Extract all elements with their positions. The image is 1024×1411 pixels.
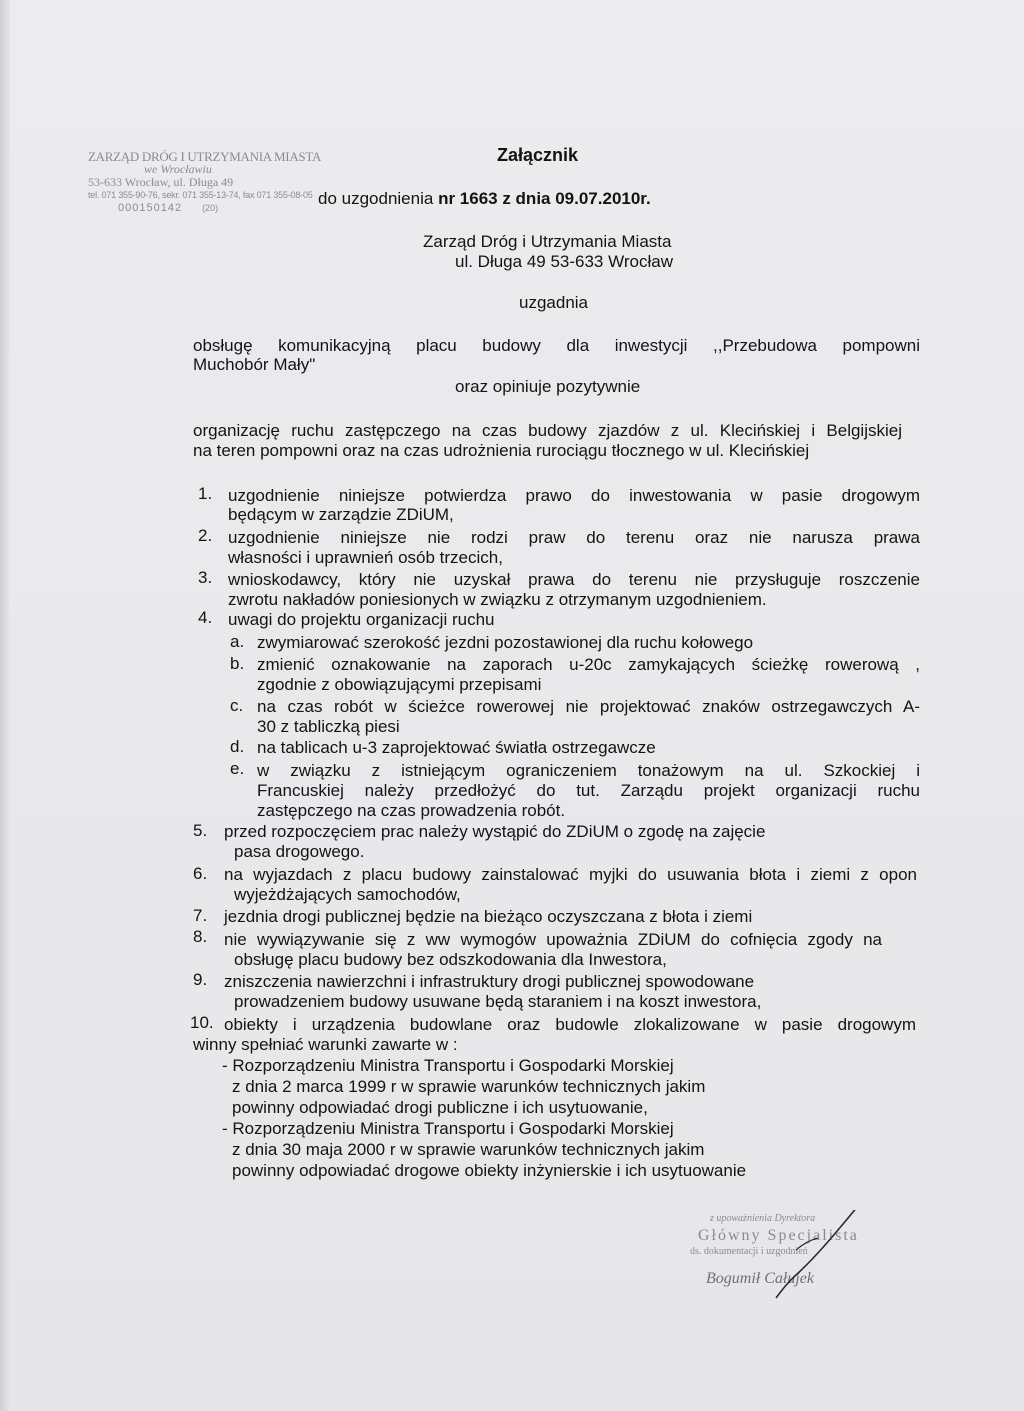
signature-line-4: Bogumił Całujek [706,1270,814,1287]
regulation-line: - Rozporządzeniu Ministra Transportu i Gospodarki Morskiej [222,1119,674,1138]
item-text: będącym w zarządzie ZDiUM, [228,505,454,524]
item-number: 1. [198,484,213,503]
item-text: pasa drogowego. [234,842,365,861]
stamp-line-2: we Wrocławiu [144,162,212,176]
paragraph-1-line-2: Muchobór Mały" [193,355,316,374]
subitem-text: na tablicach u-3 zaprojektować światła ostrzegawcze [257,738,656,757]
authority-name: Zarząd Dróg i Utrzymania Miasta [423,232,672,251]
authority-address: ul. Długa 49 53-633 Wrocław [455,252,673,271]
regulation-line: powinny odpowiadać drogi publiczne i ich usytuowanie, [232,1098,648,1117]
subitem-letter: a. [230,632,245,651]
item-text: uwagi do projektu organizacji ruchu [228,610,495,629]
signature-line-2: Główny Specjalista [698,1227,859,1244]
item-text: na wyjazdach z placu budowy zainstalować myjki do usuwania błota i ziemi z opon [224,865,917,884]
item-number: 2. [198,526,213,545]
signature-scribble-icon [678,1210,878,1300]
stamp-line-1: ZARZĄD DRÓG I UTRZYMANIA MIASTA [88,149,322,164]
subitem-letter: b. [230,654,245,673]
item-text: uzgodnienie niniejsze potwierdza prawo do inwestowania w pasie drogowym [228,486,920,505]
agreement-word: uzgadnia [519,293,589,312]
regulation-line: - Rozporządzeniu Ministra Transportu i Gospodarki Morskiej [222,1056,674,1075]
office-stamp [88,150,338,215]
subitem-text: zgodnie z obowiązującymi przepisami [257,675,542,694]
paragraph-2-line-1: organizację ruchu zastępczego na czas budowy zjazdów z ul. Klecińskiej i Belgijskiej [193,421,902,440]
document-title: Załącznik [497,145,579,165]
item-number: 6. [193,864,208,883]
item-text: obsługę placu budowy bez odszkodowania dla Inwestora, [234,950,667,969]
item-number: 3. [198,568,213,587]
item-text: uzgodnienie niniejsze nie rodzi praw do terenu oraz nie narusza prawa [228,528,920,547]
item-text: nie wywiązywanie się z ww wymogów upoważnia ZDiUM do cofnięcia zgody na [224,930,882,949]
item-text: własności i uprawnień osób trzecich, [228,548,503,567]
item-text: obiekty i urządzenia budowlane oraz budowle zlokalizowane w pasie drogowym [224,1015,916,1034]
item-text: wnioskodawcy, który nie uzyskał prawa do terenu nie przysługuje roszczenie [228,570,920,589]
stamp-line-5: 000150142 (20) [118,202,219,214]
subitem-text: 30 z tabliczką piesi [257,717,400,736]
item-number: 9. [193,970,208,989]
scan-edge [0,0,10,1411]
item-text: zwrotu nakładów poniesionych w związku z otrzymanym uzgodnieniem. [228,590,767,609]
paragraph-2-line-2: na teren pompowni oraz na czas udrożnienia rurociągu tłocznego w ul. Klecińskiej [193,441,810,460]
subitem-letter: e. [230,759,245,778]
subitem-text: w związku z istniejącym ograniczeniem tonażowym na ul. Szkockiej i [257,761,920,780]
regulation-line: z dnia 2 marca 1999 r w sprawie warunków technicznych jakim [232,1077,706,1096]
subitem-text: na czas robót w ścieżce rowerowej nie projektować znaków ostrzegawczych A- [257,697,920,716]
signature-line-3: ds. dokumentacji i uzgodnień [690,1246,808,1257]
item-text: winny spełniać warunki zawarte w : [193,1035,458,1054]
subitem-text: Francuskiej należy przedłożyć do tut. Zarządu projekt organizacji ruchu [257,781,920,800]
item-number: 8. [193,927,208,946]
item-text: prowadzeniem budowy usuwane będą staraniem i na koszt inwestora, [234,992,762,1011]
subitem-letter: d. [230,737,245,756]
item-number: 7. [193,906,208,925]
subitem-text: zwymiarować szerokość jezdni pozostawionej dla ruchu kołowego [257,633,754,652]
subitem-text: zmienić oznakowanie na zaporach u-20c zamykających ścieżkę rowerową , [257,655,920,674]
item-number: 10. [190,1013,214,1032]
paragraph-1-line-1: obsługę komunikacyjną placu budowy dla inwestycji ,,Przebudowa pompowni [193,336,920,355]
item-text: wyjeżdżających samochodów, [234,885,461,904]
item-number: 4. [198,608,213,627]
stamp-line-4: tel. 071 355-90-76, sekr. 071 355-13-74, fax 071 355-08-05 [88,190,313,200]
subitem-letter: c. [230,696,244,715]
reference-line: do uzgodnienia nr 1663 z dnia 09.07.2010r. [318,189,651,208]
item-text: jezdnia drogi publicznej będzie na bieżąco oczyszczana z błota i ziemi [224,907,753,926]
regulation-line: z dnia 30 maja 2000 r w sprawie warunków technicznych jakim [232,1140,705,1159]
opinion-line: oraz opiniuje pozytywnie [455,377,641,396]
item-number: 5. [193,821,208,840]
signature-line-1: z upoważnienia Dyrektora [710,1213,816,1224]
signature-stamp [678,1210,878,1300]
stamp-line-3: 53-633 Wrocław, ul. Długa 49 [88,175,234,189]
item-text: zniszczenia nawierzchni i infrastruktury drogi publicznej spowodowane [224,972,755,991]
regulation-line: powinny odpowiadać drogowe obiekty inżynierskie i ich usytuowanie [232,1161,747,1180]
item-text: przed rozpoczęciem prac należy wystąpić do ZDiUM o zgodę na zajęcie [224,822,766,841]
subitem-text: zastępczego na czas prowadzenia robót. [257,801,566,820]
